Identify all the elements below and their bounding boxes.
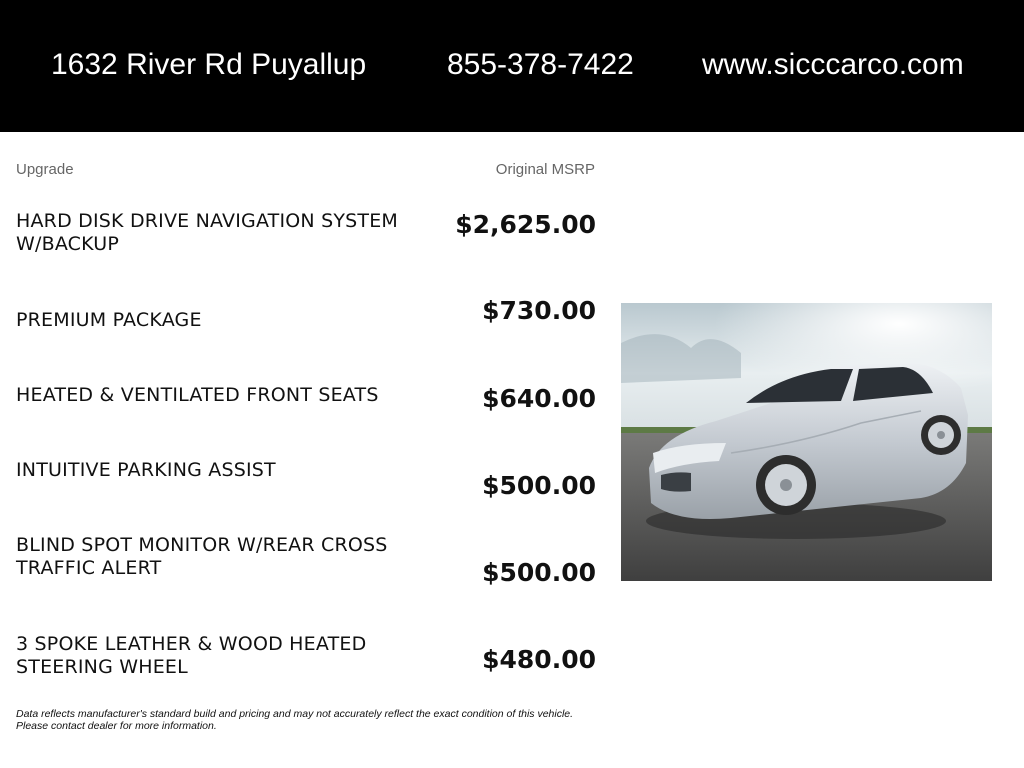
upgrade-price: $500.00 xyxy=(482,471,596,500)
upgrade-name: HARD DISK DRIVE NAVIGATION SYSTEM W/BACKUP xyxy=(16,210,399,255)
vehicle-photo xyxy=(621,303,992,581)
upgrade-price: $500.00 xyxy=(482,558,596,587)
disclaimer-line: Please contact dealer for more information. xyxy=(16,720,217,732)
upgrade-price: $730.00 xyxy=(482,296,596,325)
upgrade-name: BLIND SPOT MONITOR W/REAR CROSS TRAFFIC ALERT xyxy=(16,534,388,579)
msrp-column-header: Original MSRP xyxy=(495,161,595,178)
upgrade-name: PREMIUM PACKAGE xyxy=(16,309,202,331)
upgrade-column-header: Upgrade xyxy=(16,161,74,178)
upgrade-price: $2,625.00 xyxy=(455,210,596,239)
car-photo-icon xyxy=(621,303,992,581)
dealer-website[interactable]: www.sicccarco.com xyxy=(702,48,964,81)
dealer-address: 1632 River Rd Puyallup xyxy=(51,48,367,81)
upgrade-name: HEATED & VENTILATED FRONT SEATS xyxy=(16,384,379,406)
disclaimer-line: Data reflects manufacturer's standard build and pricing and may not accurately reflect the exact condition of this vehicle. xyxy=(16,708,574,720)
upgrade-price: $480.00 xyxy=(482,645,596,674)
upgrade-price: $640.00 xyxy=(482,384,596,413)
upgrade-name: 3 SPOKE LEATHER & WOOD HEATED STEERING WHEEL xyxy=(16,633,367,678)
dealer-phone[interactable]: 855-378-7422 xyxy=(447,48,634,81)
disclaimer xyxy=(16,708,616,732)
upgrade-name: INTUITIVE PARKING ASSIST xyxy=(16,459,276,481)
dealer-header xyxy=(0,0,1024,132)
